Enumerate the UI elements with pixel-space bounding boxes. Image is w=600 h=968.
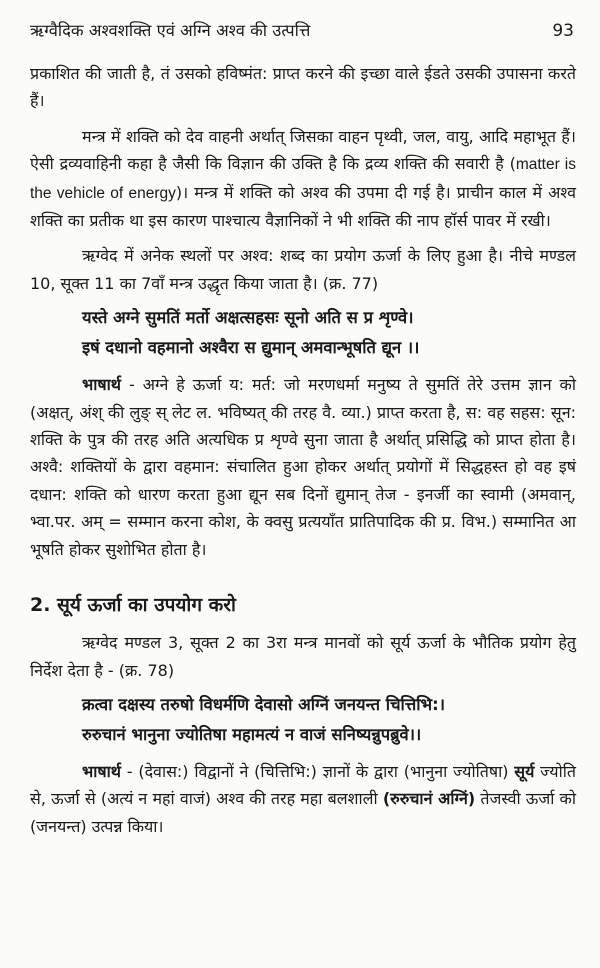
bhavarth-2 — [30, 758, 576, 840]
section-intro: ऋग्वेद मण्डल 3, सूक्त 2 का 3रा मन्त्र मानवों को सूर्य ऊर्जा के भौतिक प्रयोग हेतु निर्देश देता है - (क्र. 78) — [30, 633, 576, 680]
paragraph-3: ऋग्वेद में अनेक स्थलों पर अश्व: शब्द का प्रयोग ऊर्जा के लिए हुआ है। नीचे मण्डल 10, सूक्त 11 का 7वाँ मन्त्र उद्धृत किया जाता है। (क्र. 77) — [30, 246, 576, 293]
bhavarth-2-bold-b: (रुरुचानं अग्निं) — [382, 789, 476, 809]
verse-2-line-2: रुरुचानं भानुना ज्योतिषा महामत्यं न वाजं सनिष्यन्नुपब्रुवे।। — [82, 724, 422, 744]
verse-2-line-1: क्रत्वा दक्षस्य तरुषो विधर्मणि देवासो अग्निं जनयन्त चित्तिभि:। — [82, 694, 445, 714]
verse-2 — [82, 690, 576, 750]
bhavarth-1-label: भाषार्थ — [82, 375, 122, 395]
page-header — [30, 18, 574, 41]
bhavarth-1 — [30, 371, 576, 563]
bhavarth-2-text-a: - (देवास:) विद्वानों ने (चित्तिभि:) ज्ञानों के द्वारा (भानुना ज्योतिषा) — [121, 761, 515, 781]
bhavarth-1-text: - अग्ने हे ऊर्जा य: मर्त: जो मरणधर्मा मनुष्य ते सुमतिं तेरे उत्तम ज्ञान को (अक्षत्, अंश् की लुङ् स् लेट ल. भविष्यत् की तरह वै. व्या.) प्राप्त करता है, स: वह सहस: सून: शक्ति के पुत्र की तरह अति अत्यधिक प्र शृण्वे सुना जाता है अर्थात् प्रसिद्धि को प्राप्त होता है। अश्वै: शक्तियों के द्वारा वहमान: संचालित हुआ होकर अर्थात् प्रयोगों में सिद्धहस्त हो वह इषं दधान: शक्ति को धारण करता हुआ द्यून सब दिनों द्युमान् तेज - इनर्जी का स्वामी (अमवान्, भ्वा.पर. अम् = सम्मान करना कोश, के क्वसु प्रत्ययाँत प्रातिपादिक की प्र. विभ.) सम्मानित आ भूषति होकर सुशोभित होता है। — [30, 375, 576, 559]
verse-1 — [82, 303, 576, 363]
page-number: 93 — [552, 21, 574, 41]
bhavarth-2-text-c: तेजस्वी ऊर्जा को (जनयन्त) उत्पन्न किया। — [30, 789, 576, 836]
chapter-title: ऋग्वैदिक अश्वशक्ति एवं अग्नि अश्व की उत्पत्ति — [30, 21, 311, 40]
verse-1-line-2: इषं दधानो वहमानो अश्वैरा स द्युमान् अमवान्भूषति द्यून ।। — [82, 338, 420, 358]
bhavarth-2-bold-a: सूर्य — [514, 761, 535, 781]
section-heading: 2. सूर्य ऊर्जा का उपयोग करो — [30, 594, 236, 617]
paragraph-2 — [30, 123, 576, 235]
paragraph-2-text-a: मन्त्र में शक्ति को देव वाहनी अर्थात् जिसका वाहन पृथ्वी, जल, वायु, आदि महाभूत हैं। ऐसी द्रव्यवाहिनी कहा है जैसी कि विज्ञान की उक्ति है कि द्रव्य शक्ति की सवारी है ( — [30, 126, 576, 174]
paragraph-2-text-b: )। मन्त्र में शक्ति को अश्व की उपमा दी गई है। प्राचीन काल में अश्व शक्ति का प्रतीक था इस कारण पाश्चात्य वैज्ञानिकों ने भी शक्ति की नाप हॉर्स पावर में रखी। — [30, 182, 576, 231]
page-body — [30, 60, 576, 840]
bhavarth-2-label: भाषार्थ — [82, 761, 122, 781]
bhavarth-2-text-b: ज्योति से, ऊर्जा से (अत्यं न महां वाजं) अश्व की तरह महा बलशाली — [30, 761, 576, 809]
paragraph-1: प्रकाशित की जाती है, तं उसको हविष्मंत: प्राप्त करने की इच्छा वाले ईडते उसकी उपासना करते हैं। — [30, 64, 576, 111]
verse-1-line-1: यस्ते अग्ने सुमतिं मर्तो अक्षत्सहसः सूनो अति स प्र शृण्वे। — [82, 308, 414, 328]
english-phrase: matter is the vehicle of energy — [30, 156, 576, 202]
